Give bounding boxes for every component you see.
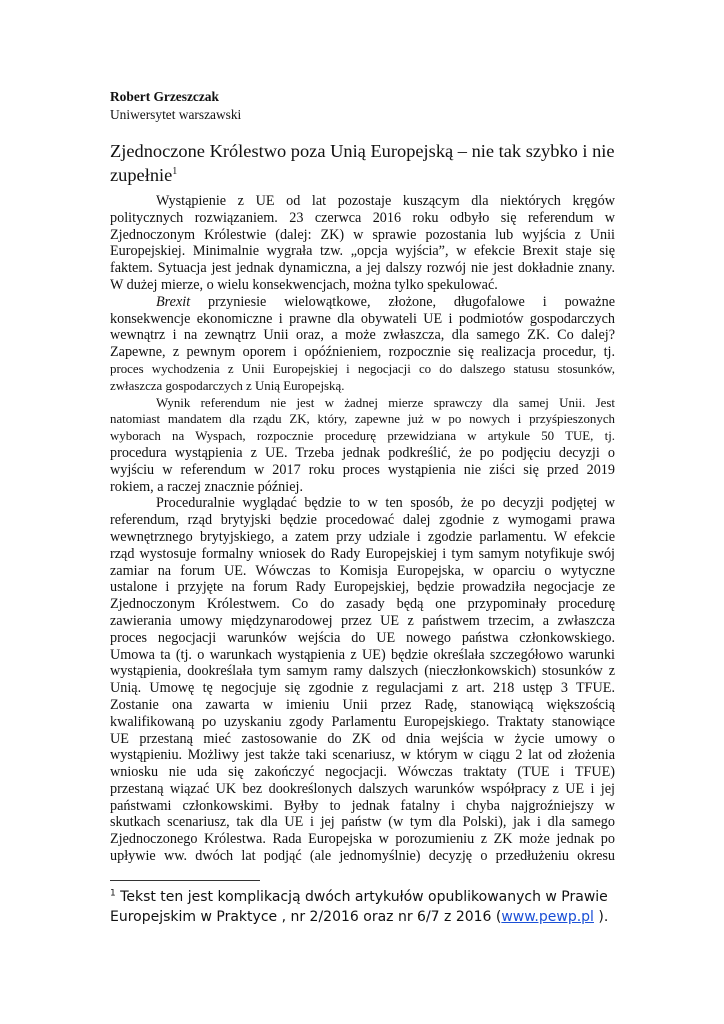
body-line: Zostanie ona zawarta w imieniu Unii przez Radę, stanowiącą większością <box>110 696 615 713</box>
body-line: Wynik referendum nie jest w żadnej mierze sprawczy dla samej Unii. Jest <box>156 395 615 410</box>
author-name: Robert Grzeszczak <box>110 89 219 104</box>
body-line: politycznych rozwiązaniem. 23 czerwca 2016 roku odbyło się referendum w <box>110 209 615 226</box>
body-line: rokiem, a raczej znacznie później. <box>110 478 303 495</box>
body-line: wyjściu w referendum w 2017 roku proces wystąpienia nie ziści się przed 2019 <box>110 461 615 478</box>
brexit-italic: Brexit <box>156 293 191 310</box>
body-line: Proceduralnie wyglądać będzie to w ten sposób, że po decyzji podjętej w <box>156 495 615 512</box>
body-text: przyniesie wielowątkowe, złożone, długofalowe i poważne <box>190 293 615 310</box>
body-line: wystąpienia, dookreślała tym samym ramy dalszych (nieczłonkowskich) stosunków z <box>110 663 615 680</box>
body-line: wewnętrznego brytyjskiego, a zatem przy udziale i zgodzie parlamentu. W efekcie <box>110 528 615 545</box>
body-line: państwami członkowskimi. Byłby to jednak fatalny i chyba najgroźniejszy w <box>110 797 615 814</box>
body-line: wyborach na Wyspach, rozpocznie procedurę przewidziana w artykule 50 TUE, tj. <box>110 429 615 444</box>
body-line: Europejskiej. Minimalnie wygrała tzw. „opcja wyjścia”, w efekcie Brexit staje się <box>110 243 615 260</box>
body-line: wewnątrz i na zewnątrz Unii oraz, a może zwłaszcza, dla samego ZK. Co dalej? <box>110 327 615 344</box>
body-line: zawierania umowy międzynarodowej przez UE z państwem trzecim, a zwłaszcza <box>110 612 615 629</box>
footnote-divider <box>110 880 260 881</box>
body-line <box>110 294 615 311</box>
footnote-text: Europejskim w Praktyce , nr 2/2016 oraz nr 6/7 z 2016 ( <box>110 909 502 925</box>
footnote <box>110 887 615 927</box>
body-line: Zjednoczonego Królestwa. Rada Europejska w porozumieniu z ZK może jednak po <box>110 831 615 848</box>
body-line: przestaną wiązać UK bez dookreślonych dalszych warunków współpracy z UE i jej <box>110 780 615 797</box>
body-line: zwłaszcza gospodarczych z Unią Europejską. <box>110 378 345 393</box>
article-body <box>110 193 615 865</box>
footnote-marker: 1 <box>110 888 116 899</box>
body-line: upływie ww. dwóch lat podjąć (ale jednomyślnie) decyzję o przedłużeniu okresu <box>110 848 615 865</box>
body-line: W dużej mierze, o wielu konsekwencjach, można tylko spekulować. <box>110 276 498 293</box>
pewp-link[interactable]: www.pewp.pl <box>501 909 594 925</box>
body-line: Zjednoczonym Królestwie (dalej: ZK) w sprawie pozostania lub wyjścia z Unii <box>110 226 615 243</box>
body-line: Umowa ta (tj. o warunkach wystąpienia z UE) będzie określała szczegółowo warunki <box>110 646 615 663</box>
author-affiliation: Uniwersytet warszawski <box>110 107 242 122</box>
body-line: Wystąpienie z UE od lat pozostaje kuszącym dla niektórych kręgów <box>156 193 615 209</box>
footnote-text: Tekst ten jest komplikacją dwóch artykułów opublikowanych w Prawie <box>115 889 608 905</box>
body-line: Unią. Umowę tę negocjuje się zgodnie z regulacjami z art. 218 ustęp 3 TFUE. <box>110 680 615 697</box>
article-title <box>110 139 615 187</box>
body-line: kwalifikowaną po uzyskaniu zgody Parlamentu Europejskiego. Traktaty stanowiące <box>110 713 615 730</box>
title-line-1: Zjednoczone Królestwo poza Unią Europejską – nie tak szybko i nie <box>110 141 615 161</box>
body-line: natomiast mandatem dla rządu ZK, który, zapewne już w po nowych i przyśpieszonych <box>110 412 615 427</box>
body-line: faktem. Sytuacja jest jednak dynamiczna, a jej dalszy rozwój nie jest dokładnie znany. <box>110 260 615 277</box>
body-line: referendum, rząd brytyjski będzie procedować dalej zgodnie z wymogami prawa <box>110 512 615 529</box>
body-line: procedura wystąpienia z UE. Trzeba jednak podkreślić, że po podjęciu decyzji o <box>110 444 615 461</box>
body-line: zamiar na forum UE. Wówczas to Komisja Europejska, w oparciu o wytyczne <box>110 562 615 579</box>
title-line-2: zupełnie <box>110 165 173 185</box>
body-line: wystąpieniu. Możliwy jest także taki scenariusz, w którym w ciągu 2 lat od złożenia <box>110 747 615 764</box>
footnote-text: ). <box>593 909 609 925</box>
body-line: Zapewne, z pewnym oporem i opóźnieniem, rozpocznie się realizacja procedur, tj. <box>110 344 615 361</box>
body-line: proces wychodzenia z Unii Europejskiej i negocjacji co do dalszego statusu stosunków, <box>110 361 615 376</box>
body-line: rząd wystosuje formalny wniosek do Rady Europejskiej i tym samym notyfikuje swój <box>110 545 615 562</box>
title-footnote-marker: 1 <box>172 165 178 177</box>
body-line: ustalone i przyjęte na forum Rady Europejskiej, będzie prowadziła negocjacje ze <box>110 579 615 596</box>
body-line: Zjednoczonym Królestwem. Co do zasady będą one przypominały procedurę <box>110 596 615 613</box>
body-line: proces negocjacji warunków wejścia do UE nowego państwa członkowskiego. <box>110 629 615 646</box>
body-line: UE przestaną mieć zastosowanie do ZK od dnia wejścia w życie umowy o <box>110 730 615 747</box>
body-line: skutkach scenariusz, tak dla UE i jej państw (w tym dla Polski), jak i dla samego <box>110 814 615 831</box>
body-line: konsekwencje ekonomiczne i prawne dla obywateli UE i podmiotów gospodarczych <box>110 310 615 327</box>
body-line: wniosku nie uda się zakończyć negocjacji. Wówczas traktaty (TUE i TFUE) <box>110 764 615 781</box>
